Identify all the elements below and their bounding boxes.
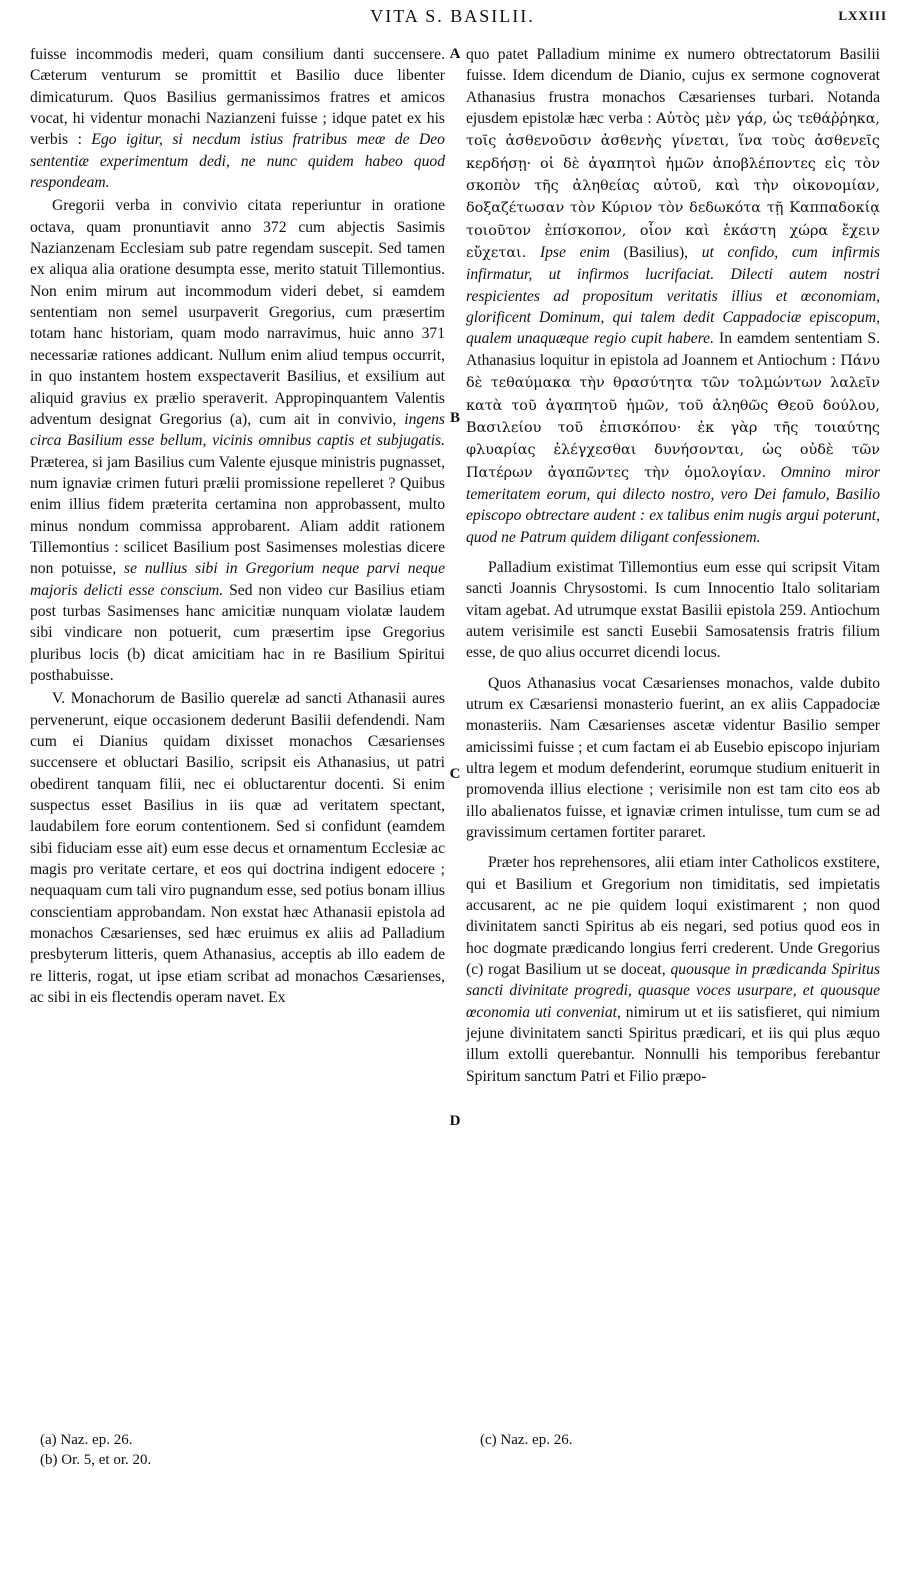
footnote: (b) Or. 5, et or. 20. [40, 1452, 152, 1468]
italic-text: ut confido, cum infirmis infirmatur, ut infirmos lucrifaciat. Dilecti autem nostri respicientes ad propositum veritatis illius et œconomiam, glorificent Dominum, qui talem dedit Cappadociæ episcopum, qualem unaquæque regio cupit habere. [466, 244, 880, 348]
italic-text: quousque in prædicanda Spiritus sancti divinitate progredi, quasque voces usurpare, et quousque œconomia uti conveniat [466, 961, 880, 1021]
greek-text: Αὐτὸς μὲν γάρ, ὡς τεθάῤῥηκα, τοῖς ἀσθενοῦσιν ἀσθενὴς γίνεται, ἵνα τοὺς ἀσθενεῖς κερδήσῃ· οἱ δὲ ἀγαπητοὶ ἡμῶν ἀποβλέποντες εἰς τὸν σκοπὸν τῆς ἀληθείας αὐτοῦ, καὶ τὴν οἰκονομίαν, δοξαζέτωσαν τὸν Κύριον τὸν δεδωκότα τῇ Καππαδοκίᾳ τοιοῦτον ἐπίσκοπον, οἷον καὶ ἑκάστη χώρα ἔχειν εὔχεται. [466, 111, 880, 262]
paragraph [30, 195, 445, 686]
text-run: Præterea, si jam Basilius cum Valente ejusque ministris pugnasset, num ignaviæ crimen futuri prælii promissione repelleret ? Quibus enim illius fidem præterita certamina non approbassent, multo minus nondum commissa approbarent. Aliam addit rationem Tillemontius : scilicet Basilium post Sasimenses molestias dicere non potuisse, [30, 453, 445, 578]
page-header [0, 6, 905, 36]
footnote: (a) Naz. ep. 26. [40, 1432, 133, 1448]
text-run [526, 244, 540, 261]
right-column [466, 44, 880, 1087]
paragraph [466, 852, 880, 1087]
italic-text: Omnino miror temeritatem eorum, qui dilecto nostro, vero Dei famulo, Basilio episcopo obtrectare audent : ex talibus enim nugis argui poterunt, quod ne Patrum quidem diligant confessionem. [466, 463, 880, 546]
italic-text: Ipse enim [539, 244, 610, 262]
margin-letter-b: B [449, 410, 460, 426]
paragraph [466, 557, 880, 664]
italic-text: se nullius sibi in Gregorium neque parvi neque majoris delicti esse conscium. [30, 560, 445, 599]
paragraph [30, 688, 445, 1008]
footnotes-left [40, 1430, 151, 1470]
footnote: (c) Naz. ep. 26. [480, 1432, 573, 1448]
text-run: Præter hos reprehensores, alii etiam inter Catholicos exstitere, qui et Basilium et Gregorium non timiditatis, sed impietatis accusarent, ac ne pie quidem loqui existimarent ; non quod divinitatem sancti Spiritus ab eis negari, sed potius quod eos in hoc dogmate prædicando longius ferri crederent. Unde Gregorius (c) rogat Basilium ut se doceat, [466, 854, 880, 979]
running-title: VITA S. BASILII. [370, 6, 535, 26]
text-run: quo patet Palladium minime ex numero obtrectatorum Basilii fuisse. Idem dicendum de Dianio, cujus ex sermone cognoverat Athanasius frustra monachos Cæsarienses turbari. Notanda ejusdem epistolæ hæc verba : [466, 46, 880, 128]
text-run [766, 464, 780, 481]
text-run: (Basilius), [609, 244, 702, 262]
paragraph [466, 673, 880, 844]
margin-letter-a: A [449, 46, 461, 62]
text-run: V. Monachorum de Basilio querelæ ad sancti Athanasii aures pervenerunt, eique occasionem dederunt Basilii defendendi. Nam cum ei Dianius quidam dixisset monachos Cæsarienses succensere et obluctari Basilio, scripsit eis Athanasius, ut patri obedirent tanquam filii, nec ei obluctarentur docenti. Si enim suspectus esset Basilius in iis quæ ad veritatem spectant, laudabilem fore eorum contentionem. Sed si confidunt (eamdem sibi fiduciam esse ait) eum esse decus et ornamentum Ecclesiæ ac magis pro veritate certare, et eos qui doctrina indigent edocere ; nequaquam cum tali viro pugnandum esse, sed potius bonam illius conscientiam approbandam. Non exstat hæc Athanasii epistola ad monachos Cæsarienses, sed hæc eruimus ex aliis ad Palladium presbyterum litteris, quem Athanasius, acceptis ab illo eadem de re litteris, rogat, ut ipse etiam scribat ad monachos Cæsarienses, ac sibi in eis flectendis operam navet. Ex [30, 690, 445, 1007]
footnotes-right [480, 1430, 572, 1450]
paragraph [30, 44, 445, 193]
text-run: Quos Athanasius vocat Cæsarienses monachos, valde dubito utrum ex Cæsariensi monasterio fuerint, an ex aliis Cappadociæ monasteriis. Nam Cæsarienses ascetæ videntur Basilio semper amicissimi fuisse ; et cum factam ei ab Eusebio episcopo injuriam ultra legem et modum defenderint, eorumque studium enituerit in promovenda illius electione ; verisimile non est tam cito eos ab illo abalienatos fuisse, et ignaviæ crimen intulisse, tum cum se ad gravissimum certamen fortiter pararet. [466, 674, 880, 842]
margin-letter-c: C [449, 766, 461, 782]
text-run: Sed non video cur Basilius etiam post turbas Sasimenses hanc amicitiæ nunquam violatæ laudem sibi vindicare non potuerit, cum præsertim ipse Gregorius pluribus locis (b) dicat amicitiam hac in re Basilium Spiritui posthabuisse. [30, 581, 445, 684]
text-run: , nimirum ut et iis satisfieret, qui nimium jejune divinitatem sancti Spiritus prædicari, et iis qui plus æquo illum extolli querebantur. Nonnulli his temporibus ferebantur Spiritum sanctum Patri et Filio præpo- [466, 1003, 880, 1085]
text-run: In eamdem sententiam S. Athanasius loquitur in epistola ad Joannem et Antiochum : [466, 330, 880, 369]
paragraph [466, 44, 880, 548]
text-run: Gregorii verba in convivio citata reperiuntur in oratione octava, quam pronuntiavit anno 372 cum abjectis Sasimis Nazianzenam Ecclesiam sub patre regendam suscepit. Sed tamen ex aliqua alia oratione desumpta esse, merito statuit Tillemontius. Non enim mirum aut incommodum videri debet, si eamdem sententiam non semel usurpaverit Gregorius, cum præsertim totam hanc historiam, quam modo narravimus, huic anno 371 necessariæ rationes addicant. Nullum enim aliud tempus occurrit, in quo instantem hostem exspectaverit Basilius, et exsilium aut aliquid gravius ex prælio speraverit. Appropinquantem Valentis adventum designat Gregorius (a), cum ait in convivio, [30, 197, 445, 428]
text-run: Palladium existimat Tillemontius eum esse qui scripsit Vitam sancti Joannis Chrysostomi. Is cum Innocentio Italo solitariam vitam agebat. Ad utrumque exstat Basilii epistola 259. Antiochum autem verisimile est sancti Eusebii Samosatensis fratris filium esse, de quo alius occurret dicendi locus. [466, 558, 880, 662]
greek-text: Πάνυ δὲ τεθαύμακα τὴν θρασύτητα τῶν τολμώντων λαλεῖν κατὰ τοῦ ἀγαπητοῦ ἡμῶν, τοῦ ἀληθῶς Θεοῦ δούλου, Βασιλείου τοῦ ἐπισκόπου· ἐκ γὰρ τῆς τοιαύτης φλυαρίας ἐλέγχεσθαι δυνήσονται, ὡς οὐδὲ τῶν Πατέρων ἀγαπῶντες τὴν ὁμολογίαν. [466, 352, 880, 481]
italic-text: ingens circa Basilium esse bellum, vicinis omnibus captis et subjugatis. [30, 410, 445, 450]
italic-text: Ego igitur, si necdum istius fratribus meæ de Deo sententiæ experimentum dedi, ne nunc quidem habeo quod respondeam. [30, 131, 445, 192]
page-number: LXXIII [838, 8, 887, 23]
text-run: fuisse incommodis mederi, quam consilium danti succensere. Cæterum venturum se promittit et Basilio duce libenter dimicaturum. Quos Basilius germanissimos fratres et amicos vocat, hi videntur monachi Nazianzeni fuisse ; idque patet ex his verbis : [30, 46, 445, 149]
left-column [30, 44, 445, 1008]
margin-letter-d: D [449, 1113, 461, 1129]
